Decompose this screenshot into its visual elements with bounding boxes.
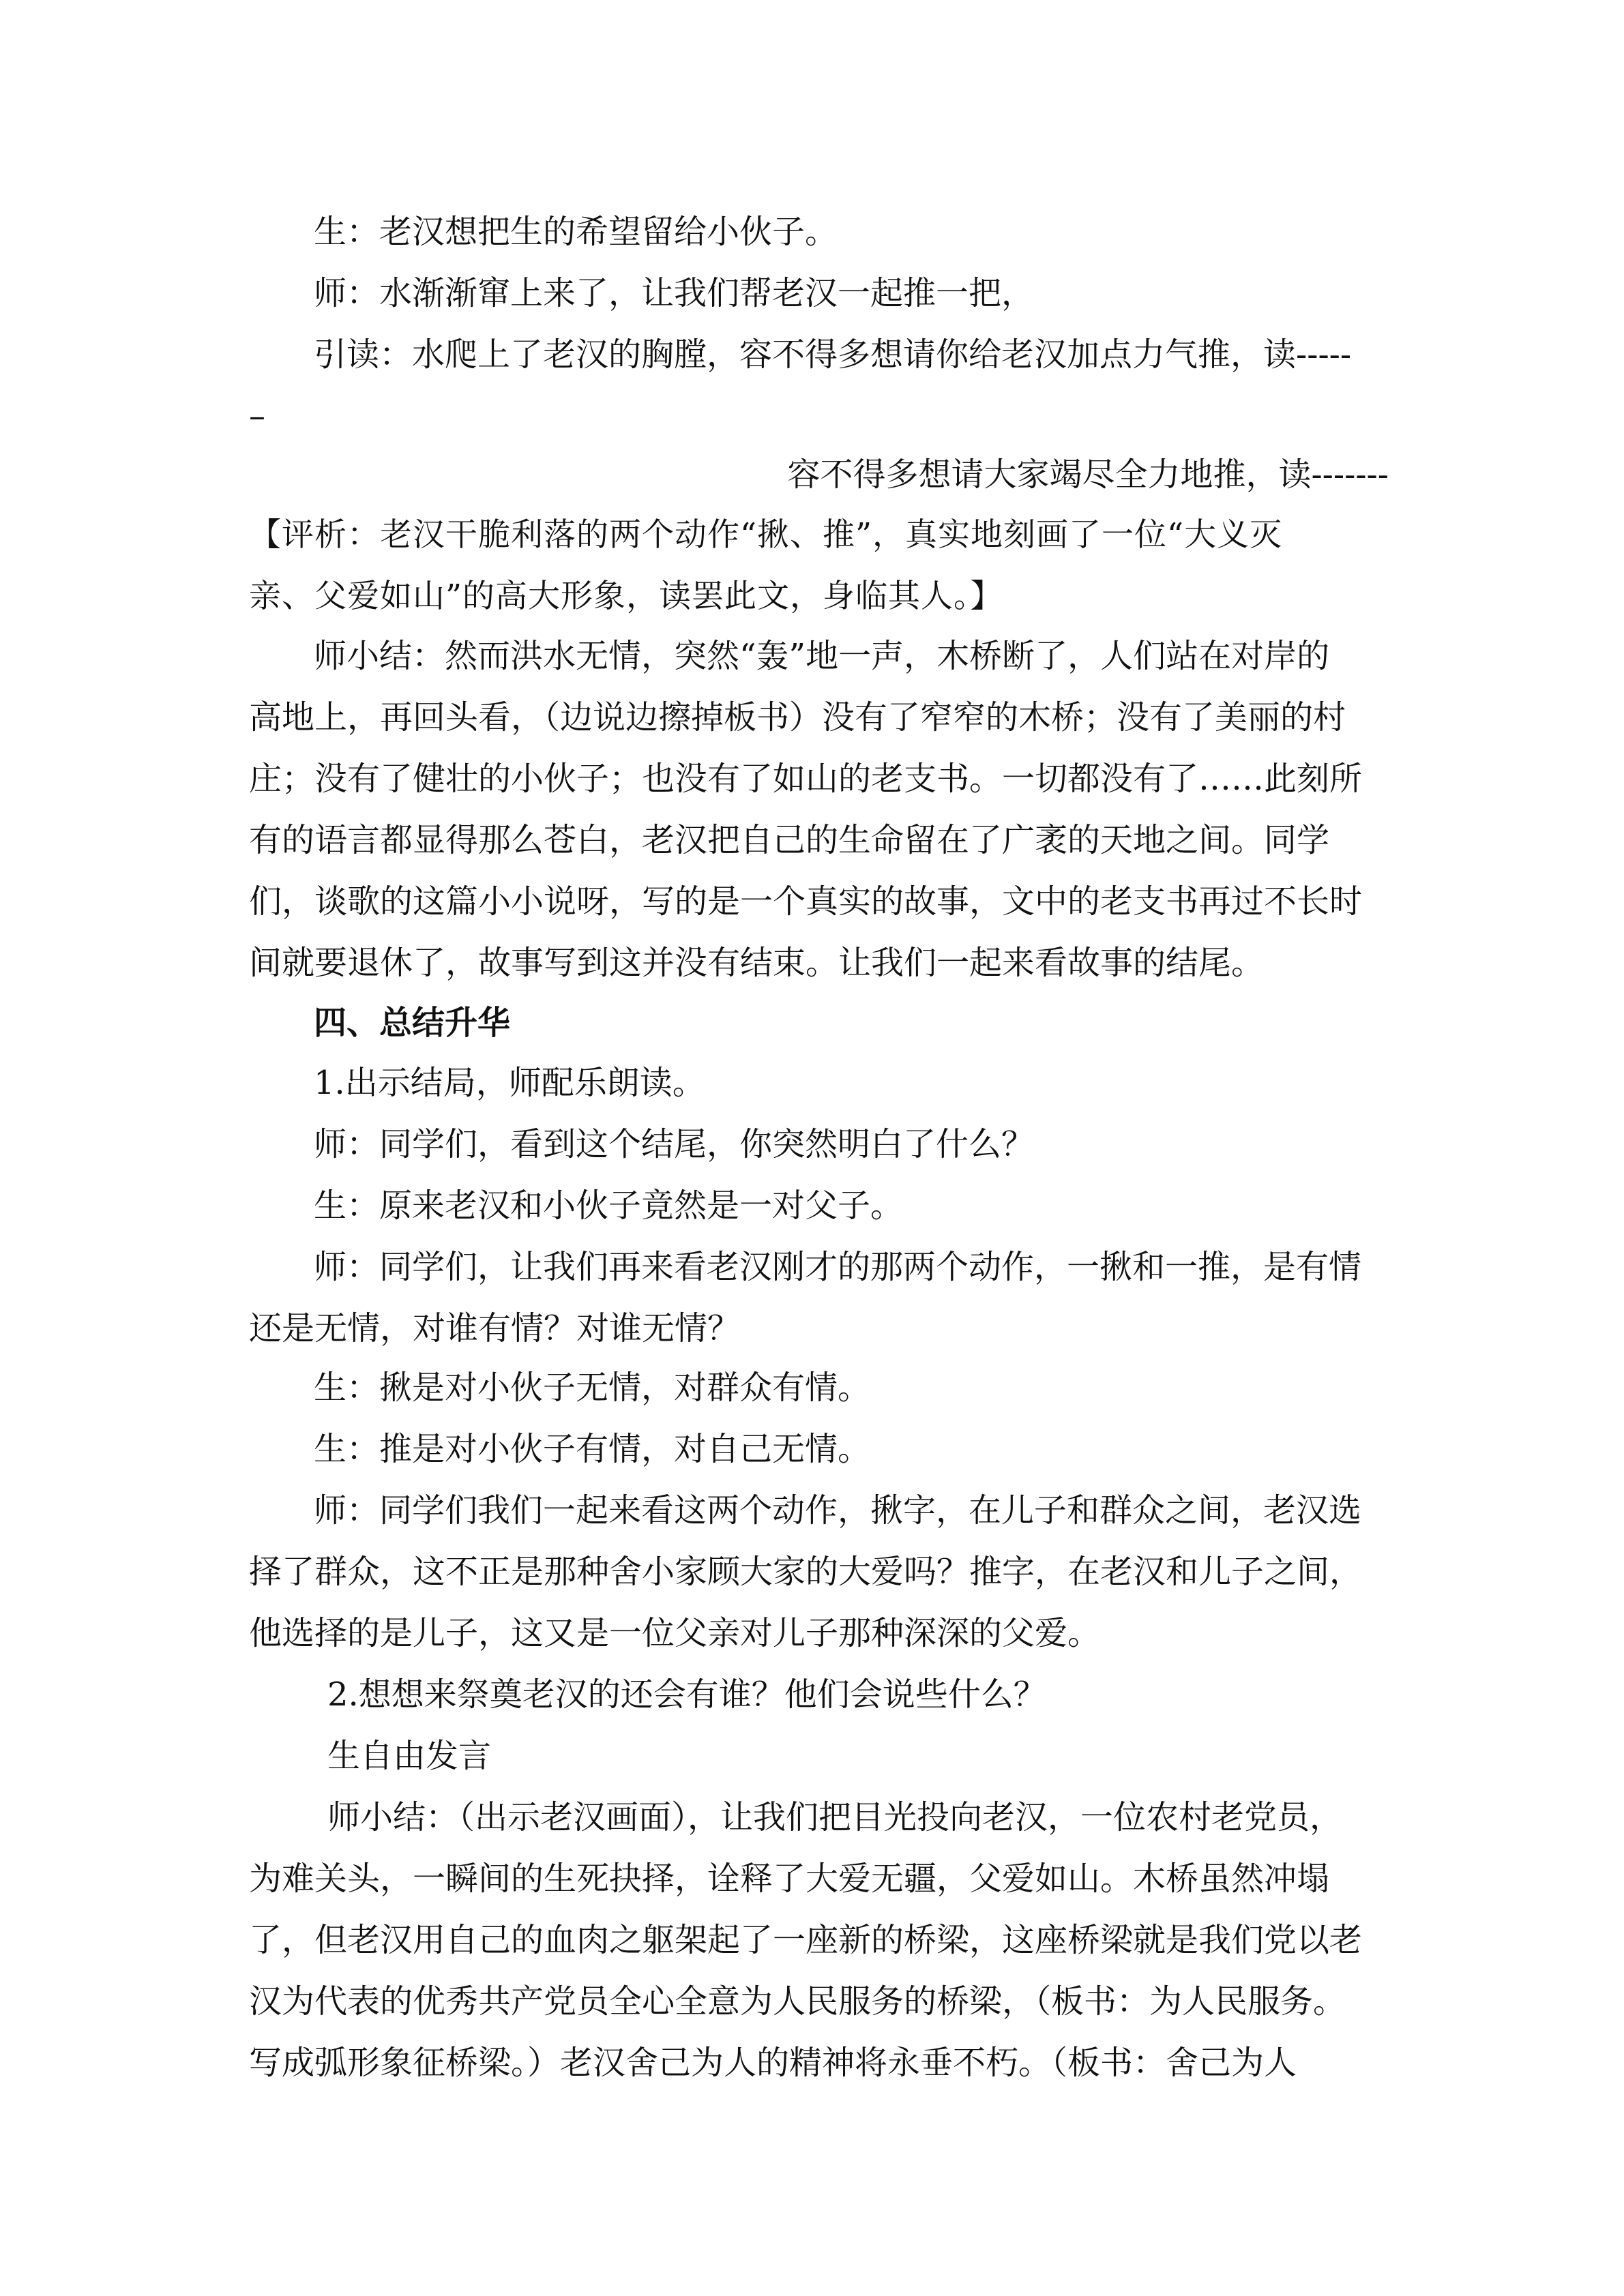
paragraph-line: 师小结：然而洪水无情，突然“轰”地一声，木桥断了，人们站在对岸的 (314, 637, 1330, 675)
paragraph-line: 2.想想来祭奠老汉的还会有谁？他们会说些什么？ (327, 1675, 1046, 1714)
section-heading: 四、总结升华 (314, 1004, 511, 1042)
paragraph-line: 师：同学们，让我们再来看老汉刚才的那两个动作，一揪和一推，是有情 (314, 1248, 1362, 1286)
paragraph-line: 择了群众，这不正是那种舍小家顾大家的大爱吗？推字，在老汉和儿子之间， (249, 1553, 1363, 1591)
paragraph-line: 写成弧形象征桥梁。）老汉舍己为人的精神将永垂不朽。（板书：舍己为人 (249, 2044, 1297, 2082)
paragraph-line: 生：揪是对小伙子无情，对群众有情。 (314, 1369, 871, 1407)
paragraph-line: 师：同学们我们一起来看这两个动作，揪字，在儿子和群众之间，老汉选 (314, 1491, 1362, 1530)
paragraph-line: 生：原来老汉和小伙子竟然是一对父子。 (314, 1187, 904, 1225)
paragraph-line: 师小结：（出示老汉画面），让我们把目光投向老汉，一位农村老党员， (327, 1798, 1343, 1836)
paragraph-line: 生自由发言 (327, 1737, 492, 1775)
paragraph-line: 汉为代表的优秀共产党员全心全意为人民服务的桥梁，（板书：为人民服务。 (249, 1982, 1346, 2021)
comment-line: 【评析：老汉干脆利落的两个动作“揪、推”，真实地刻画了一位“大义灭 (249, 516, 1283, 554)
paragraph-line: 还是无情，对谁有情？对谁无情？ (249, 1309, 741, 1347)
paragraph-line: 有的语言都显得那么苍白，老汉把自己的生命留在了广袤的天地之间。同学 (249, 821, 1330, 859)
paragraph-line: 间就要退休了，故事写到这并没有结束。让我们一起来看故事的结尾。 (249, 944, 1265, 982)
paragraph-line: 生：推是对小伙子有情，对自己无情。 (314, 1430, 871, 1468)
paragraph-line: 他选择的是儿子，这又是一位父亲对儿子那种深深的父爱。 (249, 1614, 1101, 1652)
paragraph-line: 庄；没有了健壮的小伙子；也没有了如山的老支书。一切都没有了……此刻所 (249, 760, 1363, 798)
paragraph-line: 了，但老汉用自己的血肉之躯架起了一座新的桥梁，这座桥梁就是我们党以老 (249, 1921, 1363, 1959)
paragraph-line: – (249, 397, 265, 435)
paragraph-line: 生：老汉想把生的希望留给小伙子。 (314, 213, 838, 251)
paragraph-line: 高地上，再回头看，（边说边擦掉板书）没有了窄窄的木桥；没有了美丽的村 (249, 698, 1346, 736)
comment-line: 亲、父爱如山”的高大形象，读罢此文，身临其人。】 (249, 578, 1003, 615)
paragraph-line: 们，谈歌的这篇小小说呀，写的是一个真实的故事，文中的老支书再过不长时 (249, 882, 1363, 921)
paragraph-line: 1.出示结局，师配乐朗读。 (314, 1064, 705, 1102)
paragraph-line: 师：同学们，看到这个结尾，你突然明白了什么？ (314, 1125, 1035, 1163)
paragraph-line: 引读：水爬上了老汉的胸膛，容不得多想请你给老汉加点力气推，读----- (314, 336, 1352, 374)
paragraph-line: 容不得多想请大家竭尽全力地推，读------- (787, 456, 1389, 494)
paragraph-line: 为难关头，一瞬间的生死抉择，诠释了大爱无疆，父爱如山。木桥虽然冲塌 (249, 1860, 1330, 1898)
paragraph-line: 师：水渐渐窜上来了，让我们帮老汉一起推一把， (314, 274, 1035, 312)
